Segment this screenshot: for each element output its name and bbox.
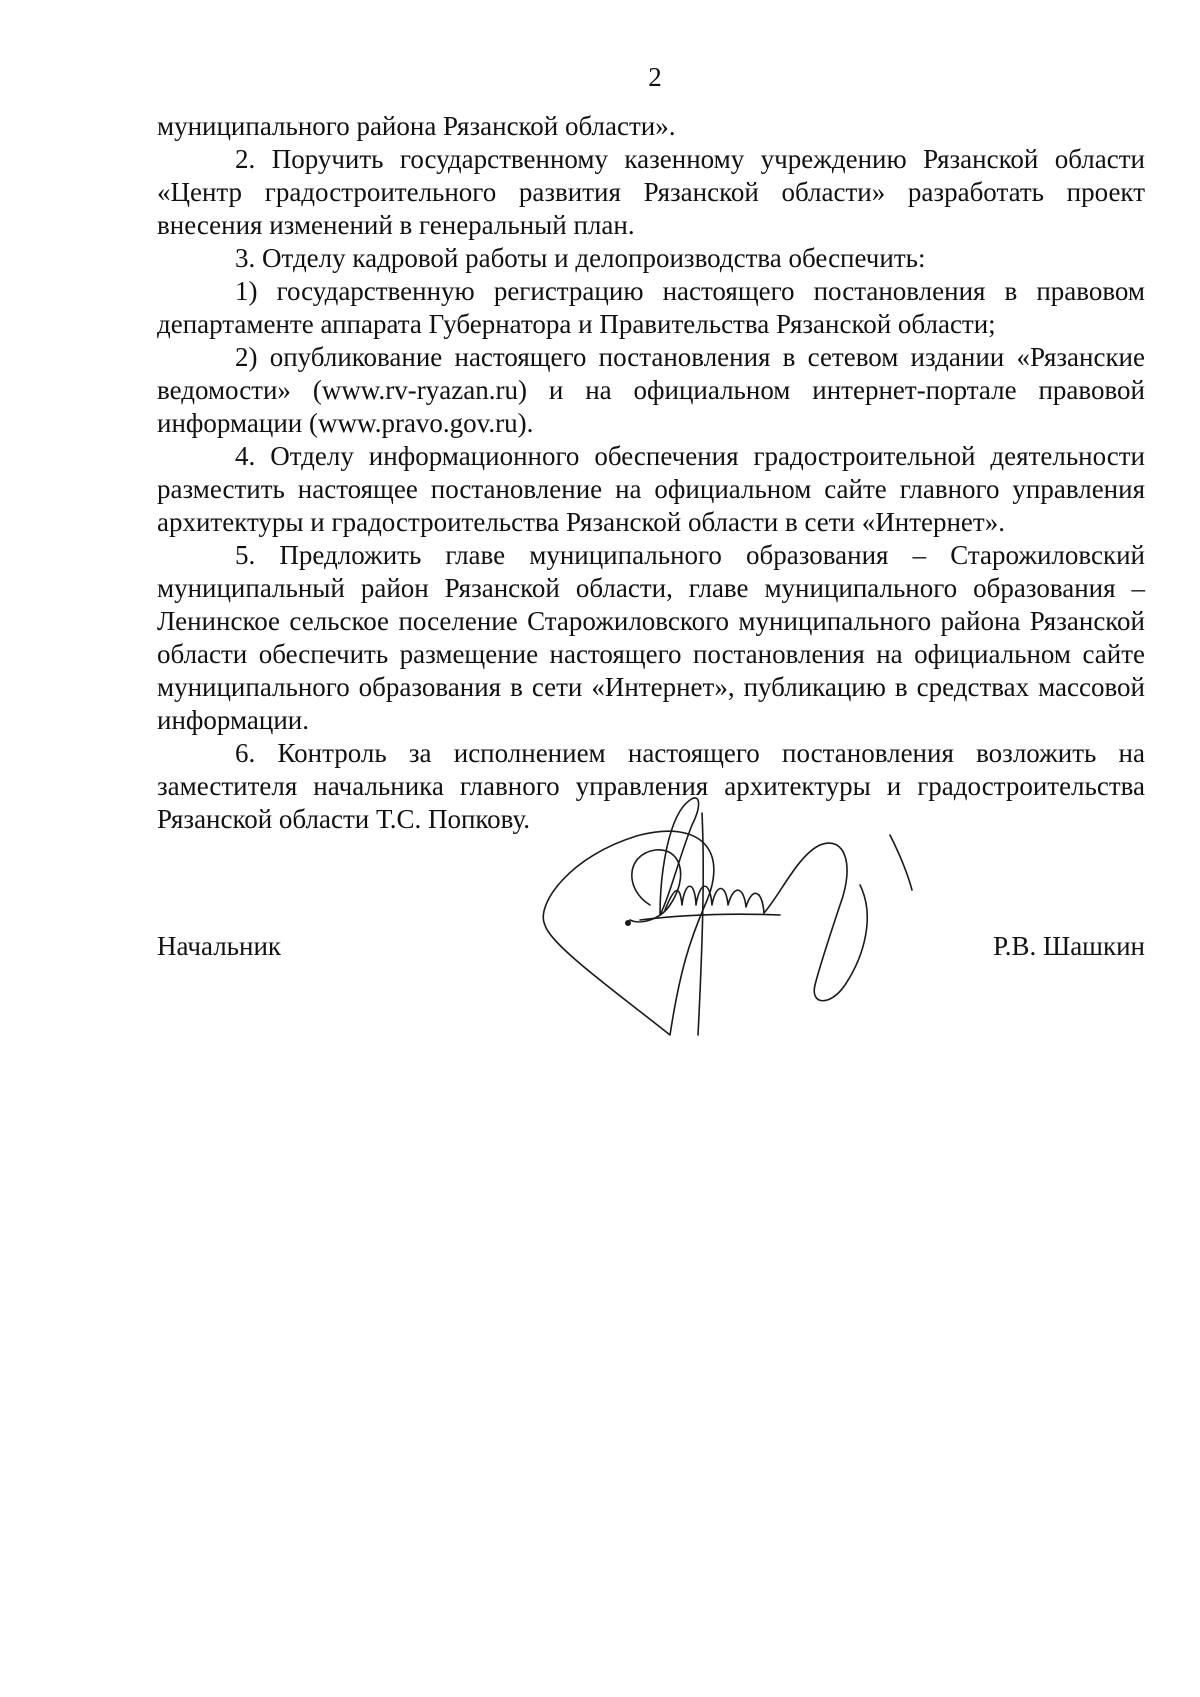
paragraph-item-3: 3. Отделу кадровой работы и делопроизводства обеспечить:	[235, 243, 926, 273]
handwritten-signature	[530, 795, 950, 1085]
paragraph-item-6: 6. Контроль за исполнением настоящего постановления возложить на заместителя начальника главного управления архитектуры и градостроительства Рязанской области Т.С. Попкову.	[157, 738, 1145, 834]
paragraph-item-3-2: 2) опубликование настоящего постановления в сетевом издании «Рязанские ведомости» (www.rv-ryazan.ru) и на официальном интернет-портале правовой информации (www.pravo.gov.ru).	[157, 342, 1145, 438]
paragraph-item-5: 5. Предложить главе муниципального образования – Старожиловский муниципальный район Рязанской области, главе муниципального образования – Ленинское сельское поселение Старожиловского муниципального района Рязанской области обеспечить размещение настоящего постановления на официальном сайте муниципального образования в сети «Интернет», публикацию в средствах массовой информации.	[157, 540, 1145, 735]
paragraph-item-3-1: 1) государственную регистрацию настоящего постановления в правовом департаменте аппарата Губернатора и Правительства Рязанской области;	[157, 276, 1145, 339]
document-body	[157, 110, 1145, 836]
paragraph-continuation: муниципального района Рязанской области».	[157, 111, 676, 141]
paragraph-item-2: 2. Поручить государственному казенному учреждению Рязанской области «Центр градостроительного развития Рязанской области» разработать проект внесения изменений в генеральный план.	[157, 144, 1145, 240]
page-number: 2	[648, 62, 662, 92]
signatory-position: Начальник	[157, 931, 282, 961]
signatory-name: Р.В. Шашкин	[993, 931, 1145, 961]
paragraph-item-4: 4. Отделу информационного обеспечения градостроительной деятельности разместить настоящее постановление на официальном сайте главного управления архитектуры и градостроительства Рязанской области в сети «Интернет».	[157, 441, 1145, 537]
